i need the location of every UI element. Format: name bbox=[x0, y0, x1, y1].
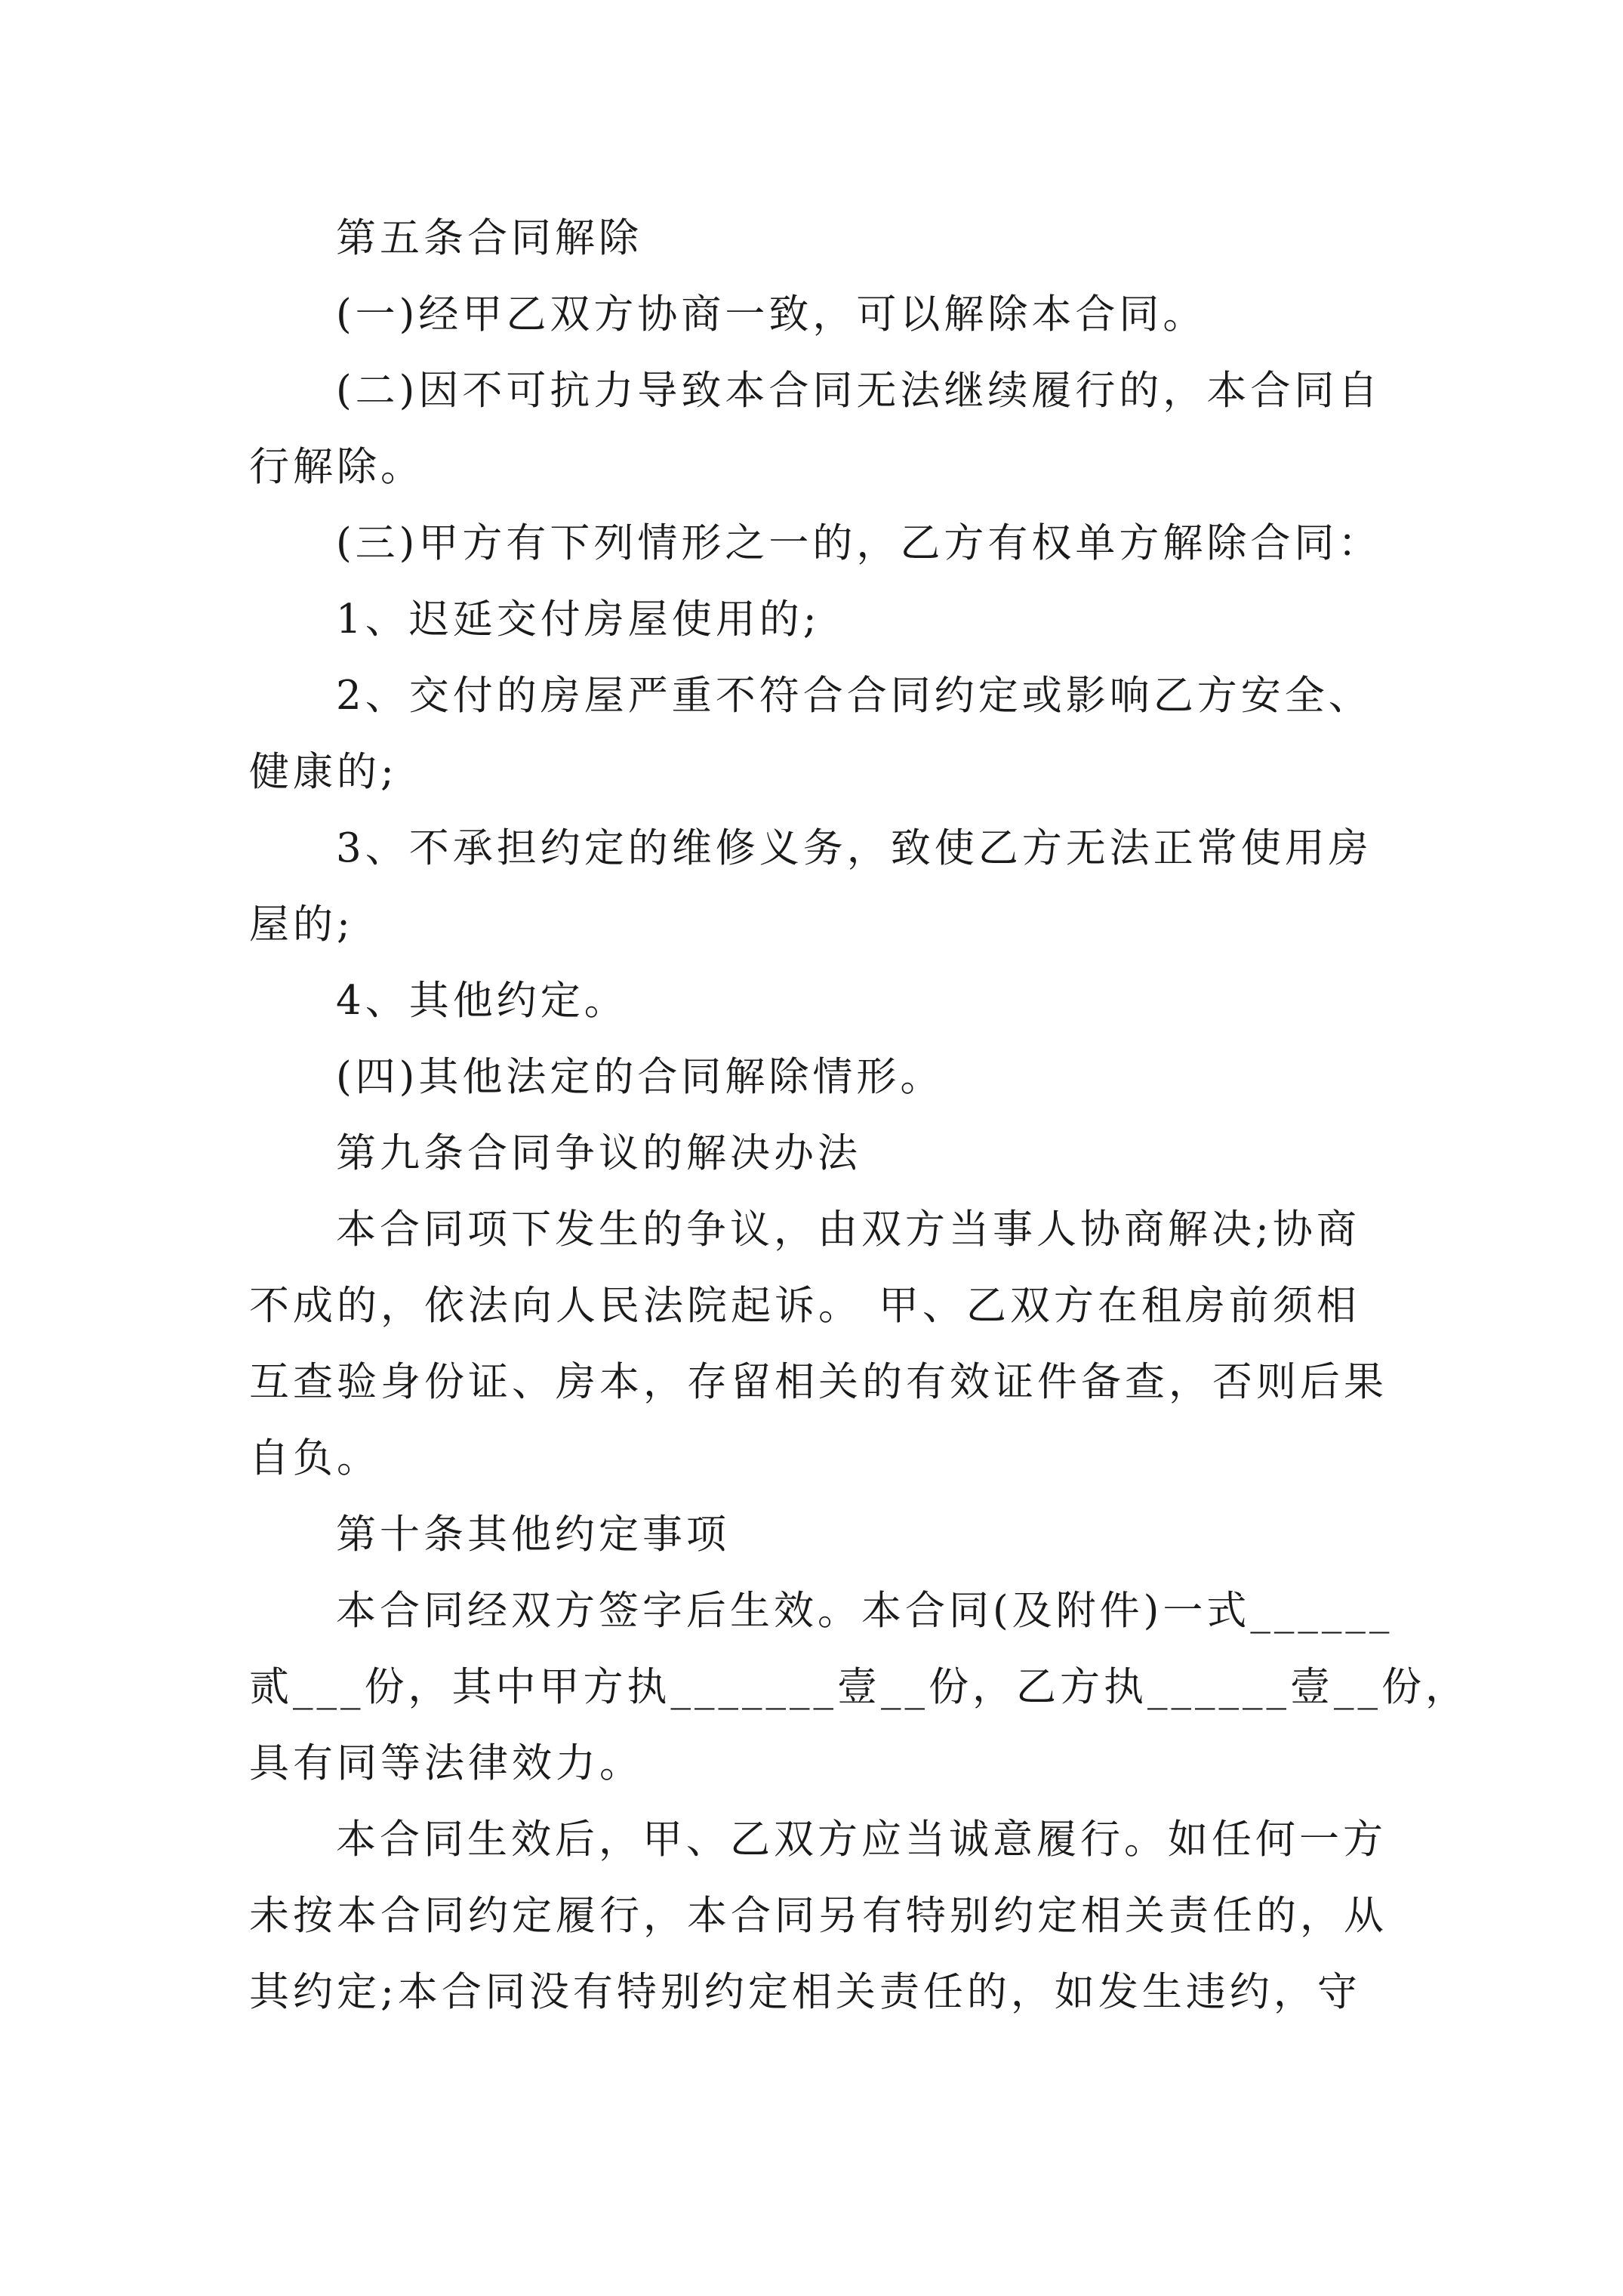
article-9-text-line-1: 本合同项下发生的争议，由双方当事人协商解决;协商 bbox=[336, 1207, 1360, 1253]
clause-5-1: (一)经甲乙双方协商一致，可以解除本合同。 bbox=[336, 291, 1207, 337]
clause-5-2-line-1: (二)因不可抗力导致本合同无法继续履行的，本合同自 bbox=[336, 368, 1382, 414]
article-5-heading: 第五条合同解除 bbox=[336, 215, 642, 261]
clause-5-2-line-2: 行解除。 bbox=[249, 444, 424, 490]
article-10-heading: 第十条其他约定事项 bbox=[336, 1512, 730, 1558]
clause-5-4: (四)其他法定的合同解除情形。 bbox=[336, 1054, 944, 1100]
effect-paragraph-line-3: 其约定;本合同没有特别约定相关责任的，如发生违约，守 bbox=[249, 1969, 1361, 2015]
clause-5-3-item-4: 4、其他约定。 bbox=[336, 978, 628, 1024]
clause-5-3: (三)甲方有下列情形之一的，乙方有权单方解除合同： bbox=[336, 520, 1382, 566]
article-10-text-line-2: 贰___份，其中甲方执_______壹__份，乙方执______壹__份， bbox=[249, 1664, 1469, 1710]
effect-paragraph-line-2: 未按本合同约定履行，本合同另有特别约定相关责任的，从 bbox=[249, 1893, 1387, 1939]
article-9-text-line-4: 自负。 bbox=[249, 1435, 380, 1481]
clause-5-3-item-3-line-1: 3、不承担约定的维修义务，致使乙方无法正常使用房 bbox=[336, 825, 1372, 871]
article-10-text-line-1: 本合同经双方签字后生效。本合同(及附件)一式______ bbox=[336, 1588, 1394, 1634]
clause-5-3-item-1: 1、迟延交付房屋使用的; bbox=[336, 596, 821, 643]
article-10-text-line-3: 具有同等法律效力。 bbox=[249, 1740, 643, 1786]
clause-5-3-item-2-line-1: 2、交付的房屋严重不符合合同约定或影响乙方安全、 bbox=[336, 673, 1372, 719]
article-9-text-line-2: 不成的，依法向人民法院起诉。 甲、乙双方在租房前须相 bbox=[249, 1283, 1360, 1329]
article-9-text-line-3: 互查验身份证、房本，存留相关的有效证件备查，否则后果 bbox=[249, 1359, 1387, 1405]
effect-paragraph-line-1: 本合同生效后，甲、乙双方应当诚意履行。如任何一方 bbox=[336, 1817, 1387, 1863]
article-9-heading: 第九条合同争议的解决办法 bbox=[336, 1130, 861, 1176]
clause-5-3-item-2-line-2: 健康的; bbox=[249, 749, 398, 795]
clause-5-3-item-3-line-2: 屋的; bbox=[249, 901, 354, 948]
